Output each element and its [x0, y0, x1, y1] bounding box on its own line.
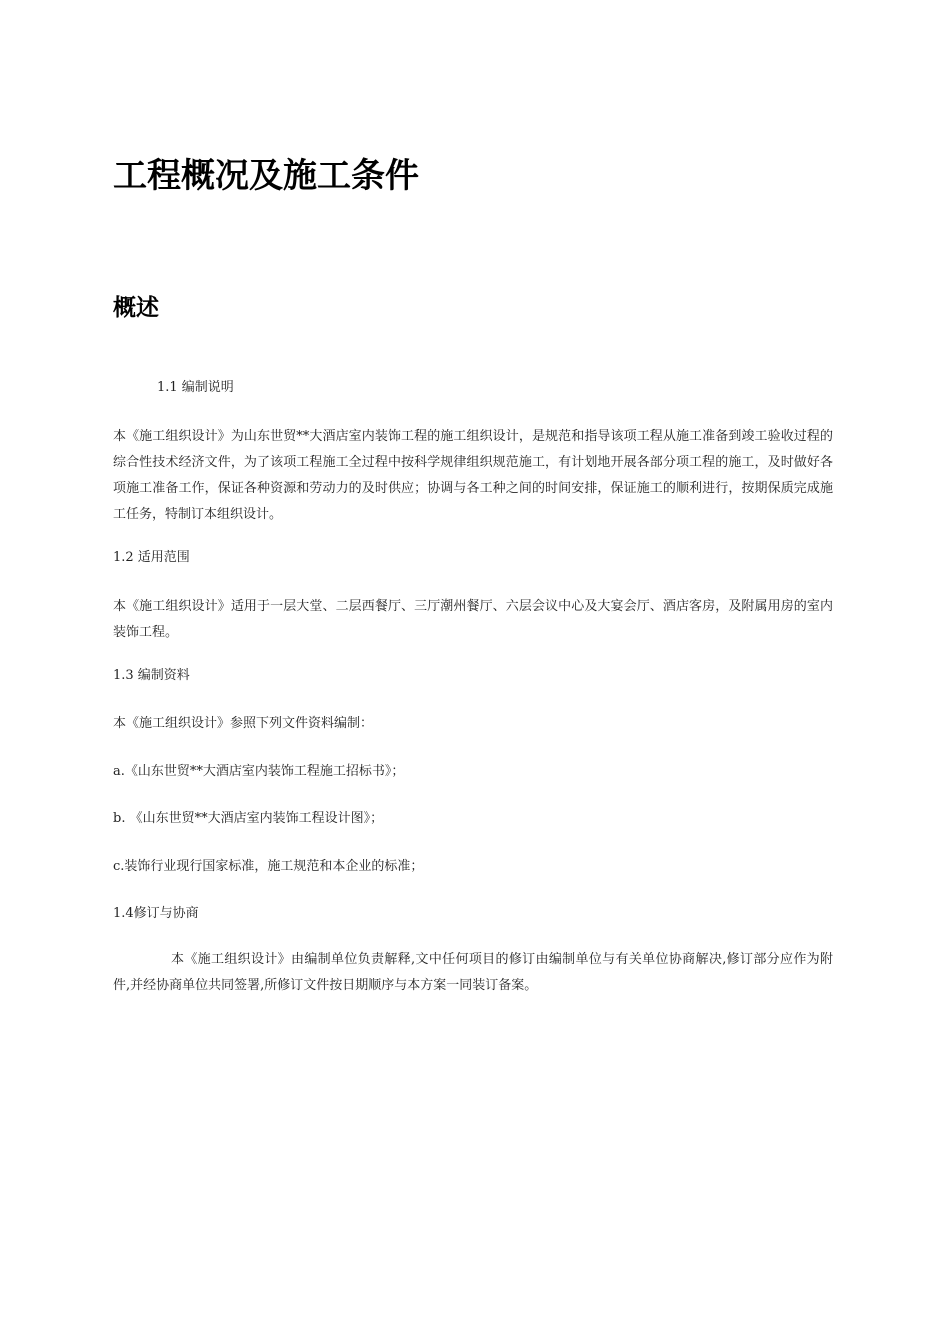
list-item: b. 《山东世贸**大酒店室内装饰工程设计图》； [113, 811, 384, 826]
document-title: 工程概况及施工条件 [113, 156, 419, 196]
section-heading: 概述 [113, 295, 159, 321]
paragraph-1-1: 本《施工组织设计》为山东世贸**大酒店室内装饰工程的施工组织设计，是规范和指导该项工程从施工准备到竣工验收过程的综合性技术经济文件，为了该项工程施工全过程中按科学规律组织规范施工，有计划地开展各部分项工程的施工，及时做好各项施工准备工作，保证各种资源和劳动力的及时供应；协调与各工种之间的时间安排，保证施工的顺利进行，按期保质完成施工任务，特制订本组织设计。 [113, 429, 833, 522]
paragraph-1-3-intro: 本《施工组织设计》参照下列文件资料编制： [113, 716, 374, 731]
paragraph-1-4: 本《施工组织设计》由编制单位负责解释,文中任何项目的修订由编制单位与有关单位协商解决,修订部分应作为附件,并经协商单位共同签署,所修订文件按日期顺序与本方案一同装订备案。 [113, 952, 833, 993]
subsection-heading-1-4: 1.4修订与协商 [113, 906, 199, 921]
subsection-heading-1-1: 1.1 编制说明 [157, 380, 234, 395]
list-item: c.装饰行业现行国家标准，施工规范和本企业的标准； [113, 859, 424, 874]
paragraph-1-2: 本《施工组织设计》适用于一层大堂、二层西餐厅、三厅潮州餐厅、六层会议中心及大宴会厅、酒店客房，及附属用房的室内装饰工程。 [113, 599, 833, 640]
subsection-heading-1-2: 1.2 适用范围 [113, 550, 190, 565]
list-item: a.《山东世贸**大酒店室内装饰工程施工招标书》； [113, 764, 405, 779]
subsection-heading-1-3: 1.3 编制资料 [113, 668, 190, 683]
